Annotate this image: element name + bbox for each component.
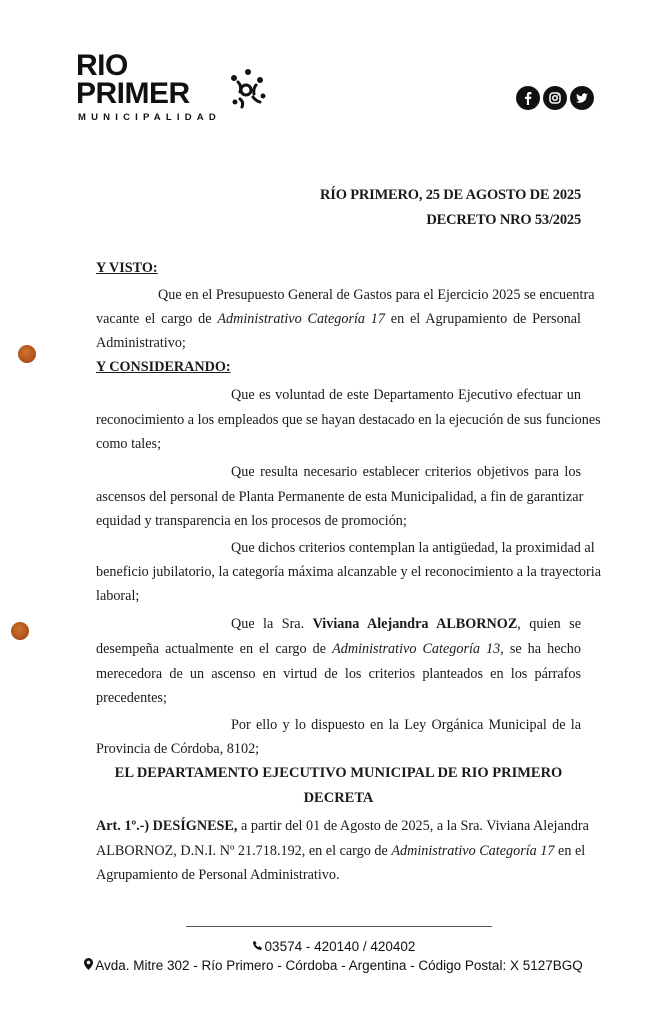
considerando-line: ascensos del personal de Planta Permanente de esta Municipalidad, a fin de garantizar (96, 489, 584, 505)
considerando-line: como tales; (96, 436, 162, 452)
considerando-line: precedentes; (96, 690, 167, 706)
twitter-icon (570, 86, 594, 110)
municipality-logo (76, 50, 276, 130)
considerando-line: merecedora de un ascenso en virtud de los criterios planteados en los párrafos (96, 666, 581, 682)
punch-hole (11, 622, 29, 640)
considerando-line: Que es voluntad de este Departamento Ejecutivo efectuar un (231, 387, 581, 403)
social-icons (516, 86, 594, 110)
footer-phone: 03574 - 420140 / 420402 (0, 939, 667, 954)
considerando-line: desempeña actualmente en el cargo de Administrativo Categoría 13, se ha hecho (96, 641, 581, 657)
article-1-line: Agrupamiento de Personal Administrativo. (96, 867, 340, 883)
visto-heading: Y VISTO: (96, 260, 158, 276)
visto-line: Administrativo; (96, 335, 186, 351)
footer-divider (186, 926, 492, 927)
resolution-verb: DECRETA (303, 790, 374, 806)
logo-line-2: PRIMER (76, 77, 190, 110)
logo-figures-icon (226, 66, 268, 112)
article-1-line: Art. 1º.-) DESÍGNESE, a partir del 01 de Agosto de 2025, a la Sra. Viviana Alejandra (96, 818, 589, 834)
considerando-heading: Y CONSIDERANDO: (96, 359, 231, 375)
visto-line: vacante el cargo de Administrativo Categoría 17 en el Agrupamiento de Personal (96, 311, 581, 327)
considerando-line: beneficio jubilatorio, la categoría máxima alcanzable y el reconocimiento a la trayectoria (96, 564, 601, 580)
punch-hole (18, 345, 36, 363)
considerando-line: equidad y transparencia en los procesos de promoción; (96, 513, 407, 529)
footer-address: Avda. Mitre 302 - Río Primero - Córdoba - Argentina - Código Postal: X 5127BGQ (0, 958, 667, 973)
decree-number: DECRETO NRO 53/2025 (426, 212, 581, 228)
considerando-line: Que la Sra. Viviana Alejandra ALBORNOZ, quien se (231, 616, 581, 632)
considerando-line: Por ello y lo dispuesto en la Ley Orgánica Municipal de la (231, 717, 581, 733)
considerando-line: Que resulta necesario establecer criterios objetivos para los (231, 464, 581, 480)
instagram-icon (543, 86, 567, 110)
logo-line-1: RIO (76, 49, 128, 82)
facebook-icon (516, 86, 540, 110)
phone-icon (252, 939, 263, 954)
considerando-line: laboral; (96, 588, 140, 604)
considerando-line: reconocimiento a los empleados que se hayan destacado en la ejecución de sus funciones (96, 412, 601, 428)
visto-line: Que en el Presupuesto General de Gastos para el Ejercicio 2025 se encuentra (158, 287, 595, 303)
decree-date-line: RÍO PRIMERO, 25 DE AGOSTO DE 2025 (319, 187, 581, 203)
article-1-line: ALBORNOZ, D.N.I. Nº 21.718.192, en el cargo de Administrativo Categoría 17 en el (96, 843, 586, 859)
considerando-line: Provincia de Córdoba, 8102; (96, 741, 260, 757)
logo-subtitle: MUNICIPALIDAD (78, 112, 221, 123)
location-pin-icon (84, 958, 93, 973)
considerando-line: Que dichos criterios contemplan la antigüedad, la proximidad al (231, 540, 595, 556)
resolution-authority: EL DEPARTAMENTO EJECUTIVO MUNICIPAL DE RIO PRIMERO (114, 765, 563, 781)
